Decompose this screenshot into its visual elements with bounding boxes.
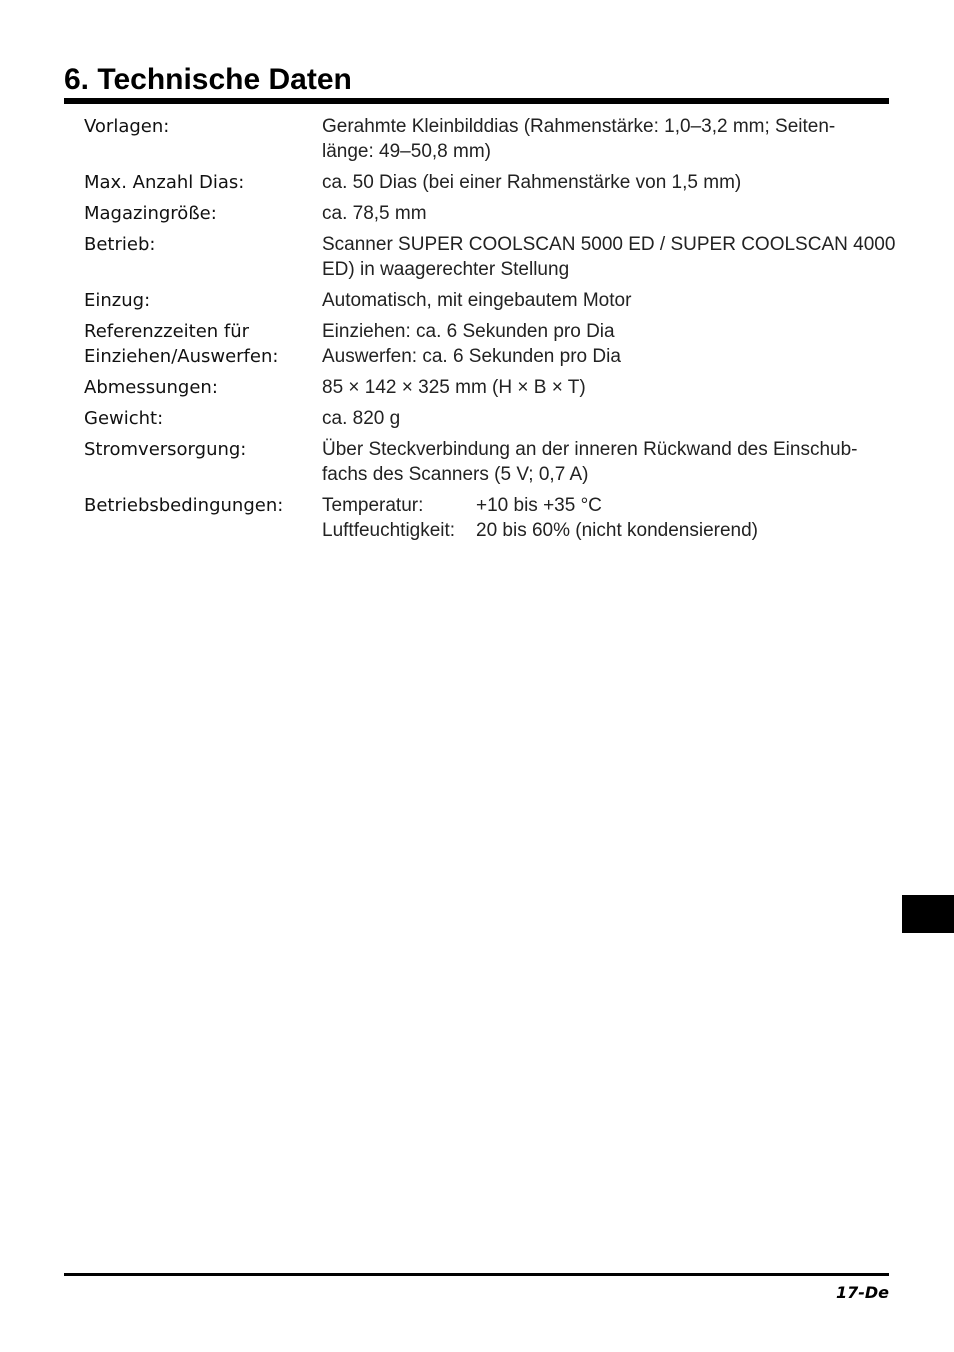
condition-key: Luftfeuchtigkeit: [322,520,456,541]
spec-value-line: ED) in waagerechter Stellung [322,259,570,280]
spec-label: Referenzzeiten für Einziehen/Auswerfen: [84,321,279,367]
chapter-tab-marker [902,895,954,933]
spec-value-line: Scanner SUPER COOLSCAN 5000 ED / SUPER COOLSCAN 4000 [322,234,896,255]
spec-value-line: ca. 820 g [322,408,401,429]
spec-label: Stromversorgung: [84,439,247,460]
spec-label: Max. Anzahl Dias: [84,172,245,193]
spec-label: Gewicht: [84,408,164,429]
spec-row-gewicht [84,406,894,431]
spec-value [322,406,894,431]
condition-value: +10 bis +35 °C [476,495,602,516]
spec-row-abmessungen [84,375,894,400]
spec-value [322,493,894,543]
page-number: 17-De [835,1283,889,1302]
spec-value-line: länge: 49–50,8 mm) [322,141,491,162]
spec-value-line: Auswerfen: ca. 6 Sekunden pro Dia [322,346,621,367]
title-rule [64,98,889,104]
footer-rule [64,1273,889,1276]
spec-value-line: ca. 78,5 mm [322,203,427,224]
spec-value-line: Über Steckverbindung an der inneren Rückwand des Einschub- [322,439,858,460]
spec-value-line: Gerahmte Kleinbilddias (Rahmenstärke: 1,0–3,2 mm; Seiten- [322,116,836,137]
spec-value-line: ca. 50 Dias (bei einer Rahmenstärke von 1,5 mm) [322,172,742,193]
spec-value [322,170,894,195]
spec-label: Einzug: [84,290,151,311]
spec-value [322,437,894,487]
spec-label: Betriebsbedingungen: [84,495,284,516]
spec-row-betrieb [84,232,894,282]
spec-label: Vorlagen: [84,116,170,137]
condition-row-humidity [322,518,894,543]
spec-label: Betrieb: [84,234,156,255]
spec-row-einzug [84,288,894,313]
spec-value [322,288,894,313]
spec-row-referenzzeiten [84,319,894,369]
spec-row-vorlagen [84,114,894,164]
spec-value-line: fachs des Scanners (5 V; 0,7 A) [322,464,589,485]
spec-value-line: Automatisch, mit eingebautem Motor [322,290,632,311]
condition-row-temperature [322,493,894,518]
spec-value [322,114,894,164]
spec-value-line: Einziehen: ca. 6 Sekunden pro Dia [322,321,615,342]
spec-value [322,319,894,369]
spec-row-stromversorgung [84,437,894,487]
spec-value [322,375,894,400]
spec-value [322,232,895,282]
spec-row-betriebsbedingungen [84,493,894,543]
page-title: 6. Technische Daten [64,63,352,96]
spec-value-line: 85 × 142 × 325 mm (H × B × T) [322,377,586,398]
spec-label: Abmessungen: [84,377,218,398]
condition-value: 20 bis 60% (nicht kondensierend) [476,520,759,541]
spec-row-magazingroesse [84,201,894,226]
spec-label: Magazingröße: [84,203,217,224]
spec-table [84,114,894,549]
spec-value [322,201,894,226]
spec-row-max-dias [84,170,894,195]
condition-key: Temperatur: [322,495,424,516]
